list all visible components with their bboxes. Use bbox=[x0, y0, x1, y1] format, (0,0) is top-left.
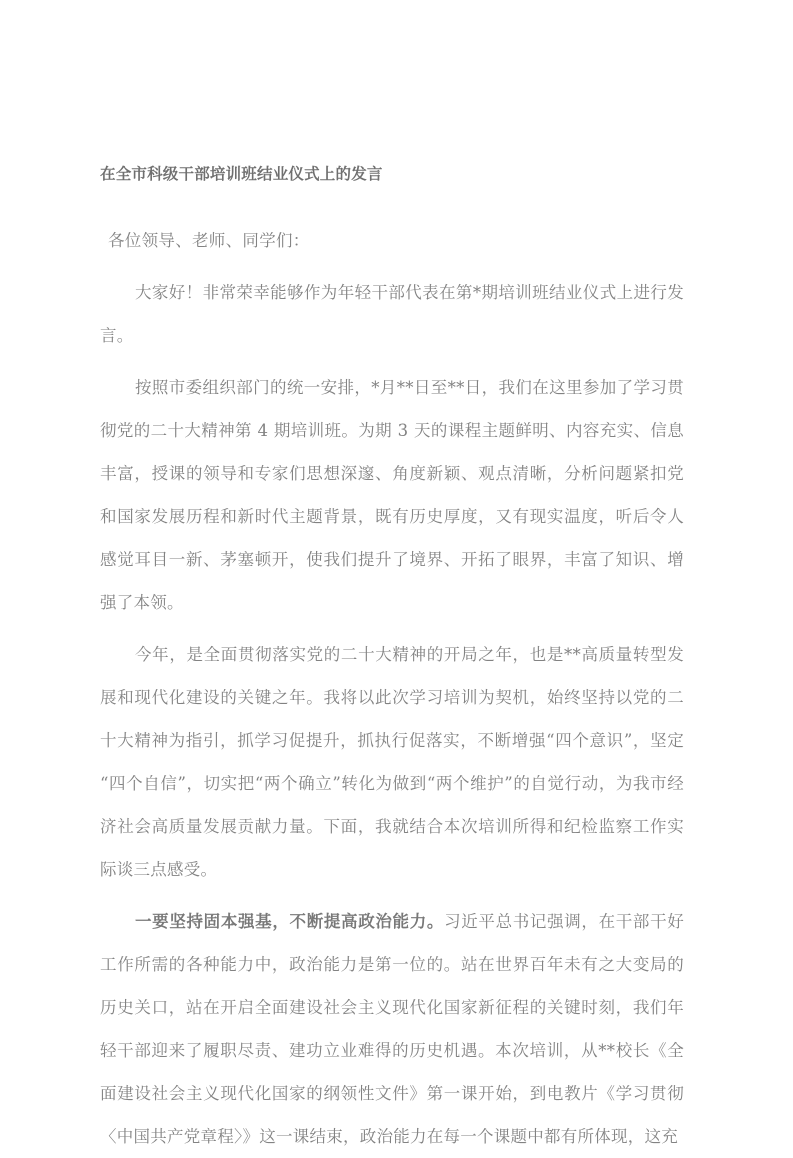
document-content bbox=[100, 163, 684, 1158]
body-paragraph-4 bbox=[100, 900, 684, 1158]
salutation-line: 各位领导、老师、同学们： bbox=[108, 231, 310, 250]
page-title: 在全市科级干部培训班结业仪式上的发言 bbox=[100, 165, 383, 183]
body-paragraph-3: 今年，是全面贯彻落实党的二十大精神的开局之年，也是**高质量转型发展和现代化建设的关键之年。我将以此次学习培训为契机，始终坚持以党的二十大精神为指引，抓学习促提升，抓执行促落实，不断增强“四个意识”，坚定“四个自信”，切实把“两个确立”转化为做到“两个维护”的自觉行动，为我市经济社会高质量发展贡献力量。下面，我就结合本次培训所得和纪检监察工作实际谈三点感受。 bbox=[100, 645, 684, 879]
body-paragraph-2: 按照市委组织部门的统一安排，*月**日至**日，我们在这里参加了学习贯彻党的二十大精神第 4 期培训班。为期 3 天的课程主题鲜明、内容充实、信息丰富，授课的领导和专家们思想深邃、角度新颖、观点清晰，分析问题紧扣党和国家发展历程和新时代主题背景，既有历史厚度，又有现实温度，听后令人感觉耳目一新、茅塞顿开，使我们提升了境界、开拓了眼界，丰富了知识、增强了本领。 bbox=[100, 378, 684, 612]
section-heading-inline-1: 一要坚持固本强基，不断提高政治能力。 bbox=[135, 912, 445, 931]
body-paragraph-1: 大家好！非常荣幸能够作为年轻干部代表在第*期培训班结业仪式上进行发言。 bbox=[100, 283, 684, 345]
body-paragraph-4-text: 习近平总书记强调，在干部干好工作所需的各种能力中，政治能力是第一位的。站在世界百年未有之大变局的历史关口，站在开启全面建设社会主义现代化国家新征程的关键时刻，我们年轻干部迎来了履职尽责、建功立业难得的历史机遇。本次培训，从**校长《全面建设社会主义现代化国家的纲领性文件》第一课开始，到电教片《学习贯彻〈中国共产党章程〉》这一课结束，政治能力在每一个课题中都有所体现，这充 bbox=[100, 912, 685, 1146]
